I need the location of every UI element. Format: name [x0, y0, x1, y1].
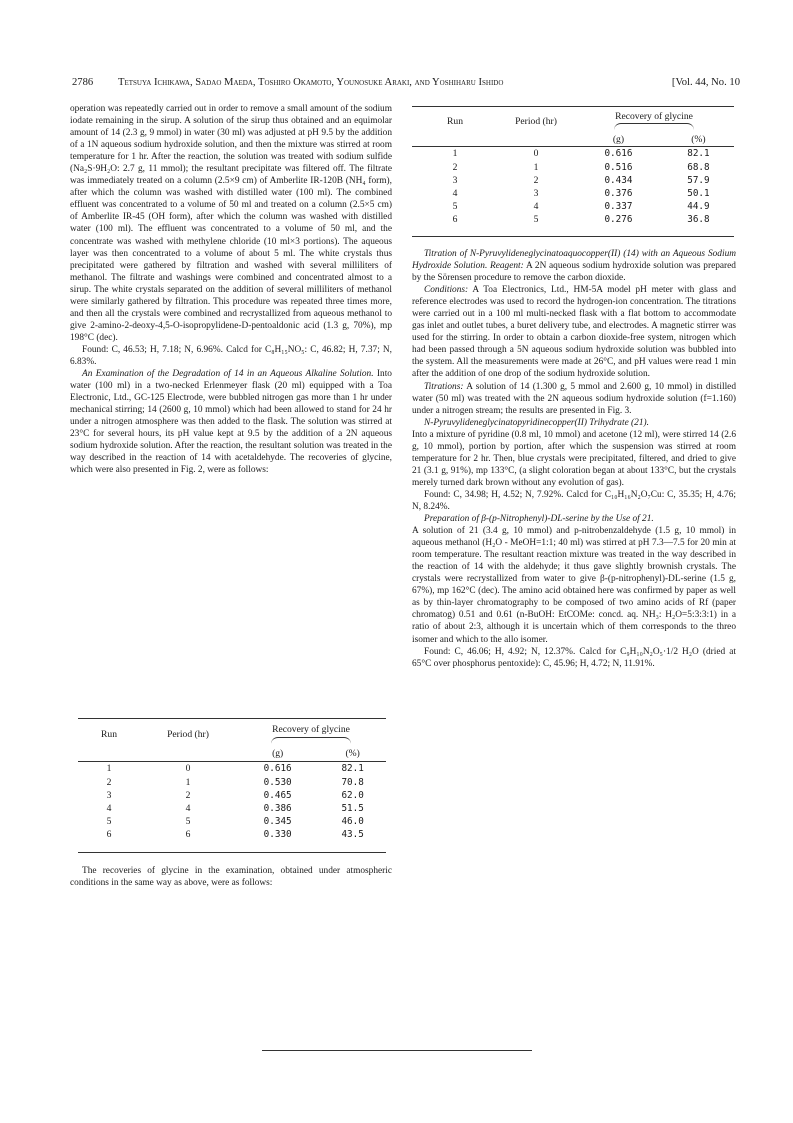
- right-analysis-1: Found: C, 34.98; H, 4.52; N, 7.92%. Calcd for C₁₀H₁₆N₂O₇Cu: C, 35.35; H, 4.76; N, 8.24%.: [412, 489, 736, 512]
- cell-percent: 44.9: [687, 201, 710, 212]
- left-paragraph-3: Into water (100 ml) in a two-necked Erlenmeyer flask (20 ml) equipped with a Toa Electronic, Ltd., GC-125 Electrode, were bubbled nitrogen gas more than 1 hr under mechanical stirring; 14 (2600 g, 10 mmol) which had been allowed to stand for 24 hr under a nitrogen atmosphere was then added to the flask. The solution was stirred at 23°C for several hours, its pH value kept at 9.5 by the addition of a 2N aqueous sodium hydroxide solution. After the reaction, the resultant solution was treated in the way described in the reaction of 14 with acetaldehyde. The recoveries of glycine, which were also presented in Fig. 2, were as follows:: [70, 369, 392, 476]
- left-analysis-1: Found: C, 46.53; H, 7.18; N, 6.96%. Calcd for C₈H₁₅NO₅: C, 46.82; H, 7.37; N, 6.83%.: [70, 344, 392, 367]
- th-period-r: Period (hr): [515, 116, 557, 127]
- cell-percent: 51.5: [341, 803, 364, 814]
- left-section-title: An Examination of the Degradation of 14 in an Aqueous Alkaline Solution.: [82, 369, 374, 380]
- left-column: [70, 103, 392, 476]
- cell-period: 5: [185, 816, 191, 827]
- table-row: [78, 815, 386, 828]
- cell-period: 3: [533, 188, 539, 199]
- right-analysis-2: Found: C, 46.06; H, 4.92; N, 12.37%. Calcd for C₉H₁₀N₂O₅·1/2 H₂O (dried at 65°C over phosphorus pentoxide): C, 45.96; H, 4.72; N, 11.91%.: [412, 646, 736, 669]
- cell-percent: 46.0: [341, 816, 364, 827]
- left-paragraph-1: operation was repeatedly carried out in order to remove a small amount of the sodium iodate remaining in the sirup. A solution of the sirup thus obtained and an equimolar amount of 14 (2.3 g, 9 mmol) in water (30 ml) was adjusted at pH 9.5 by the addition of a 1N aqueous sodium hydroxide solution, and then the mixture was stirred at room temperature for 1 hr. After the reaction, the solution was treated with sodium sulfide (Na₂S·9H₂O: 2.7 g, 11 mmol); the resultant precipitate was filtered off. The filtrate was immediately treated on a column (2.5×9 cm) of Amberlite IR-120B (NH₄ form), after which the column was washed with distilled water (100 ml). The combined effluent was concentrated to a volume of 50 ml and treated on a column (2.5×5 cm) of Amberlite IR-45 (OH form), after which the column was washed with distilled water (100 ml). The effluent was concentrated to a volume of 50 ml, and the concentrate was washed with methylene chloride (10 ml×3 portions). The aqueous layer was then concentrated to a volume of about 5 ml. The white crystals thus precipitated were gathered by filtration and washed with several milliliters of methanol. The filtrate and washings were combined and concentrated almost to a sirup. The white crystals separated on the addition of several milliliters of methanol were similarly gathered by filtration. This procedure was repeated three times more, and then all the crystals were combined and recrystallized from aqueous methanol to give 2-amino-2-deoxy-4,5-O-isopropylidene-D-pentoaldonic acid (1.3 g, 70%), mp 198°C (dec).: [70, 104, 392, 343]
- cell-percent: 82.1: [687, 148, 710, 160]
- cell-run: 6: [452, 214, 458, 225]
- cell-run: 3: [106, 790, 112, 801]
- cell-grams: 0.345: [263, 816, 292, 827]
- table-row: [412, 187, 734, 200]
- cell-grams: 0.465: [263, 790, 292, 801]
- cell-run: 2: [106, 777, 112, 788]
- cell-run: 4: [106, 803, 112, 814]
- cell-grams: 0.386: [263, 803, 292, 814]
- th-period: Period (hr): [167, 729, 209, 740]
- left-column-tail: [70, 865, 392, 889]
- th-recovery-r: Recovery of glycine: [615, 110, 693, 122]
- th-run-r: Run: [447, 116, 463, 127]
- cell-period: 1: [185, 777, 191, 788]
- cell-period: 2: [533, 175, 539, 186]
- cell-run: 6: [106, 829, 112, 840]
- cell-percent: 70.8: [341, 777, 364, 788]
- cell-percent: 50.1: [687, 188, 710, 199]
- cell-period: 2: [185, 790, 191, 801]
- cell-percent: 36.8: [687, 214, 710, 225]
- footer-rule: [262, 1050, 532, 1051]
- cell-grams: 0.530: [263, 777, 292, 788]
- cell-grams: 0.434: [604, 175, 633, 186]
- th-g: (g): [272, 748, 284, 760]
- table-row: [78, 789, 386, 802]
- table-row: [78, 828, 386, 841]
- cell-grams: 0.516: [604, 162, 633, 173]
- cell-run: 2: [452, 162, 458, 173]
- th-g-r: (g): [612, 133, 625, 145]
- cell-grams: 0.337: [604, 201, 633, 212]
- right-section-title-3: Preparation of β-(p-Nitrophenyl)-DL-serine by the Use of 21.: [424, 514, 654, 525]
- page-number: 2786: [72, 77, 94, 88]
- cell-period: 4: [185, 803, 191, 814]
- cell-grams: 0.616: [263, 763, 292, 775]
- right-paragraph-3: A solution of 14 (1.300 g, 5 mmol and 2.600 g, 10 mmol) in distilled water (50 ml) was treated with the 2N aqueous sodium hydroxide solution (f=1.160) under a nitrogen stream; the results are presented in Fig. 3.: [412, 381, 737, 416]
- th-recovery: Recovery of glycine: [272, 723, 350, 735]
- left-glycine-table: [78, 722, 386, 841]
- cell-period: 6: [185, 829, 191, 840]
- right-column: Titration of N-Pyruvylideneglycinatoaquocopper(II) (14) with an Aqueous Sodium Hydroxide Solution. Reagent: A 2N aqueous sodium hydroxide solution was prepared by the Sörensen procedure to remove the carbon dioxide. Conditions: A Toa Electronics, Ltd., HM-5A model pH meter with glass and reference electrodes was used to record the hydrogen-ion concentration. The titrations were carried out in a 100 ml multi-necked flask with a flat bottom to accommodate gas inlet and outlet tubes, a buret delivery tube, and electrodes. A magnetic stirrer was used for the stirring. In order to obtain a carbon dioxide-free system, nitrogen which had been passed through a 5N aqueous sodium hydroxide solution was bubbled into the system. All the measurements were made at 26°C, and pH values were read 1 min after the addition of one drop of the sodium hydroxide solution. Titrations: A solution of 14 (1.300 g, 5 mmol and 2.600 g, 10 mmol) in distilled water (50 ml) was treated with the 2N aqueous sodium hydroxide solution (f=1.160) under a nitrogen stream; the results are presented in Fig. 3. N-Pyruvylideneglycinatopyridinecopper(II) Trihydrate (21). Into a mixture of pyridine (0.8 ml, 10 mmol) and acetone (12 ml), were stirred 14 (2.6 g, 10 mmol), portion by portion, after which the suspension was stirred at room temperature for 2 hr. Then, blue crystals were precipitated, filtered, and dried to give 21 (3.1 g, 91%), mp 133°C, (a slight coloration began at about 133°C, but the crystals merely turned dark brown without any evolution of gas). Found: C, 34.98; H, 4.52; N, 7.92%. Calcd for C₁₀H₁₆N₂O₇Cu: C, 35.35; H, 4.76; N, 8.24%. Preparation of β-(p-Nitrophenyl)-DL-serine by the Use of 21. A solution of 21 (3.4 g, 10 mmol) and p-nitrobenzaldehyde (1.5 g, 10 mmol) in aqueous methanol (H₂O - MeOH=1:1; 40 ml) was stirred at pH 7.3—7.5 for 20 min at room temperature. The resultant reaction mixture was treated in the way described in the reaction of 14 with the aldehyde; it thus gave slightly brownish crystals. The crystals were recrystallized from water to give β-(p-nitrophenyl)-DL-serine (1.5 g, 67%), mp 162°C (dec). The amino acid obtained here was confirmed by paper as well as by thin-layer chromatography to be composed of two amino acids of Rf (paper chromatog) 0.51 and 0.61 (n-BuOH: EtCOMe: concd. aq. NH₃: H₂O=5:3:3:1) in a ratio of about 2:3, although it is uncertain which of them corresponds to the threo isomer and which to the allo isomer. Found: C, 46.06; H, 4.92; N, 12.37%. Calcd for C₉H₁₀N₂O₅·1/2 H₂O (dried at 65°C over phosphorus pentoxide): C, 45.96; H, 4.72; N, 11.91%.: [412, 249, 737, 669]
- table-row: [78, 761, 386, 776]
- cell-grams: 0.276: [604, 214, 633, 225]
- table-row: [412, 146, 734, 161]
- cell-percent: 43.5: [341, 829, 364, 840]
- cell-period: 1: [533, 162, 539, 173]
- cell-grams: 0.616: [604, 148, 633, 160]
- cell-grams: 0.376: [604, 188, 633, 199]
- cell-grams: 0.330: [263, 829, 292, 840]
- table-row: [412, 161, 734, 174]
- cell-run: 1: [106, 763, 112, 775]
- th-pct-r: (%): [691, 133, 706, 145]
- table-row: [412, 174, 734, 187]
- th-run: Run: [101, 729, 117, 740]
- table-row: [412, 200, 734, 213]
- header-volume: [Vol. 44, No. 10: [671, 77, 740, 88]
- th-pct: (%): [345, 748, 360, 760]
- right-paragraph-2: A Toa Electronics, Ltd., HM-5A model pH meter with glass and reference electrodes was used to record the hydrogen-ion concentration. The titrations were carried out in a 100 ml multi-necked flask with a flat bottom to accommodate gas inlet and outlet tubes, a buret delivery tube, and electrodes. A magnetic stirrer was used for the stirring. In order to obtain a carbon dioxide-free system, nitrogen which had been passed through a 5N aqueous sodium hydroxide solution was bubbled into the system. All the measurements were made at 26°C, and pH values were read 1 min after the addition of one drop of the sodium hydroxide solution.: [412, 285, 736, 380]
- right-section-title-2: N-Pyruvylideneglycinatopyridinecopper(II) Trihydrate (21).: [424, 417, 649, 428]
- cell-run: 3: [452, 175, 458, 186]
- cell-percent: 68.8: [687, 162, 710, 173]
- cell-period: 0: [185, 763, 191, 775]
- cell-period: 5: [533, 214, 539, 225]
- right-paragraph-4: Into a mixture of pyridine (0.8 ml, 10 mmol) and acetone (12 ml), were stirred 14 (2.6 g, 10 mmol), portion by portion, after which the suspension was stirred at room temperature for 2 hr. Then, blue crystals were precipitated, filtered, and dried to give 21 (3.1 g, 91%), mp 133°C, (a slight coloration began at about 133°C, but the crystals merely turned dark brown without any evolution of gas).: [412, 429, 736, 488]
- right-paragraph-6: A solution of 21 (3.4 g, 10 mmol) and p-nitrobenzaldehyde (1.5 g, 10 mmol) in aqueous methanol (H₂O - MeOH=1:1; 40 ml) was stirred at pH 7.3—7.5 for 20 min at room temperature. The resultant reaction mixture was treated in the way described in the reaction of 14 with the aldehyde; it thus gave slightly brownish crystals. The crystals were recrystallized from water to give β-(p-nitrophenyl)-DL-serine (1.5 g, 67%), mp 162°C (dec). The amino acid obtained here was confirmed by paper as well as by thin-layer chromatography to be composed of two amino acids of Rf (paper chromatog) 0.51 and 0.61 (n-BuOH: EtCOMe: concd. aq. NH₃: H₂O=5:3:3:1) in a ratio of about 2:3, although it is uncertain which of them corresponds to the threo isomer and which to the allo isomer.: [412, 526, 736, 645]
- cell-period: 0: [533, 148, 539, 160]
- table-row: [412, 213, 734, 226]
- left-paragraph-4: The recoveries of glycine in the examination, obtained under atmospheric conditions in the same way as above, were as follows:: [70, 866, 392, 889]
- cell-run: 1: [452, 148, 458, 160]
- cell-percent: 82.1: [341, 763, 364, 775]
- running-header: [60, 77, 740, 93]
- header-authors: Tetsuya Ichikawa, Sadao Maeda, Toshiro Okamoto, Younosuke Araki, and Yoshiharu Ishido: [118, 77, 504, 88]
- cell-run: 4: [452, 188, 458, 199]
- cell-run: 5: [452, 201, 458, 212]
- right-paragraph-1: A 2N aqueous sodium hydroxide solution was prepared by the Sörensen procedure to remove the carbon dioxide.: [412, 261, 736, 284]
- table-row: [78, 776, 386, 789]
- cell-period: 4: [533, 201, 539, 212]
- cell-percent: 57.9: [687, 175, 710, 186]
- right-section-title-1: Titration of N-Pyruvylideneglycinatoaquocopper(II) (14) with an Aqueous Sodium Hydroxide Solution.: [412, 249, 736, 272]
- cell-percent: 62.0: [341, 790, 364, 801]
- right-glycine-table: [412, 110, 734, 226]
- table-row: [78, 802, 386, 815]
- cell-run: 5: [106, 816, 112, 827]
